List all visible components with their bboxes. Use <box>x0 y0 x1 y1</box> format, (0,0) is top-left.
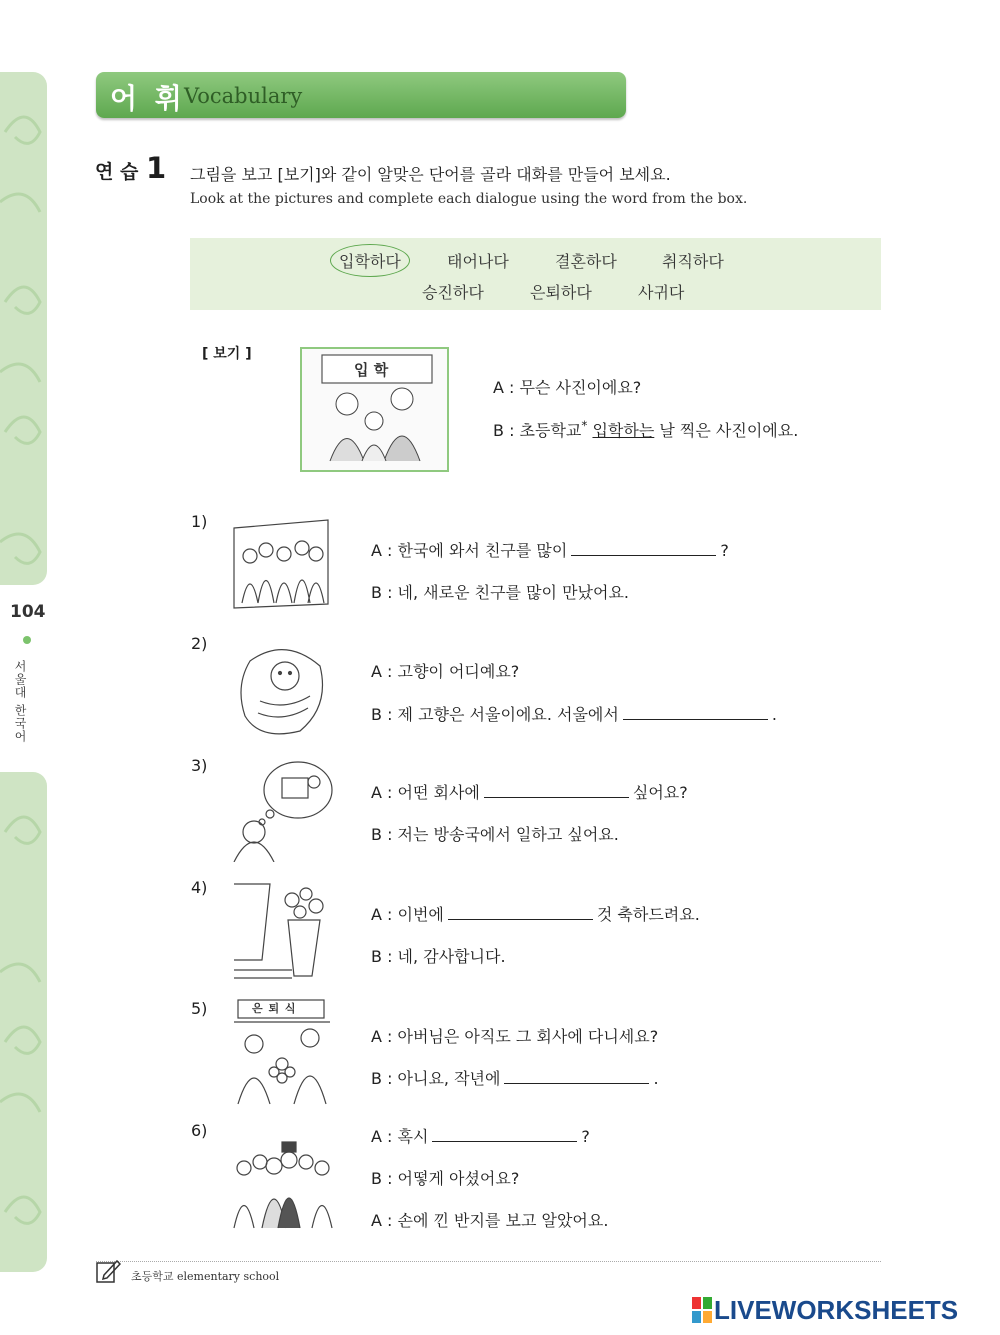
line-text: . <box>771 705 777 724</box>
retirement-sign-text: 은 퇴 식 <box>252 1002 297 1015</box>
retirement-ceremony-illustration <box>232 998 332 1106</box>
line-text: A : 고향이 어디예요? <box>371 662 520 681</box>
newborn-baby-illustration <box>240 641 325 736</box>
word-item: 취직하다 <box>662 252 724 271</box>
line-text: A : 아버님은 아직도 그 회사에 다니세요? <box>371 1027 659 1046</box>
word-item: 사귀다 <box>638 283 685 302</box>
line-text: B : 아니요, 작년에 <box>371 1069 501 1088</box>
wedding-couple-illustration <box>232 1140 334 1230</box>
word-item: 결혼하다 <box>555 252 617 271</box>
line-text: ? <box>581 1127 590 1146</box>
section-banner <box>96 72 626 118</box>
question-2-line-a <box>371 659 519 682</box>
line-text: B : 저는 방송국에서 일하고 싶어요. <box>371 825 619 844</box>
line-text: B : 네, 새로운 친구를 많이 만났어요. <box>371 583 629 602</box>
line-text: 것 축하드려요. <box>596 905 700 924</box>
pencil-note-icon <box>95 1258 121 1288</box>
question-4-line-b <box>371 944 506 967</box>
example-line-b <box>493 418 798 441</box>
answer-blank[interactable] <box>432 1127 577 1142</box>
flowers-on-desk-illustration <box>232 880 332 984</box>
instruction-ko: 그림을 보고 [보기]와 같이 알맞은 단어를 골라 대화를 만들어 보세요. <box>190 165 671 184</box>
answer-blank[interactable] <box>504 1069 649 1084</box>
question-4-line-a <box>371 902 700 925</box>
line-text: A : 어떤 회사에 <box>371 783 480 802</box>
answer-blank[interactable] <box>448 905 593 920</box>
liveworksheets-logo <box>692 1295 958 1326</box>
word-item: 입학하다 <box>330 244 410 277</box>
line-text: B : 제 고향은 서울이에요. 서울에서 <box>371 705 619 724</box>
question-6-line-a <box>371 1124 590 1147</box>
line-text: 싶어요? <box>632 783 688 802</box>
word-item: 태어나다 <box>447 252 509 271</box>
example-illustration <box>300 347 449 472</box>
question-6-line-c <box>371 1208 608 1231</box>
logo-mark-icon <box>692 1297 712 1323</box>
answer-blank[interactable] <box>484 783 629 798</box>
page-number: 104 <box>10 602 46 622</box>
word-box <box>190 238 881 310</box>
thinking-about-job-illustration <box>232 760 334 862</box>
question-1-line-b <box>371 580 629 603</box>
question-3-line-a <box>371 780 688 803</box>
example-sign-text: 입 학 <box>354 361 389 379</box>
asterisk-mark: * <box>581 418 588 433</box>
banner-title-ko: 어 휘 <box>110 82 186 115</box>
example-line-a: A : 무슨 사진이에요? <box>493 378 642 397</box>
question-number: 3) <box>191 756 208 775</box>
question-3-line-b <box>371 822 619 845</box>
question-number: 5) <box>191 999 208 1018</box>
question-5-line-a <box>371 1024 658 1047</box>
answer-blank[interactable] <box>623 705 768 720</box>
answer-blank[interactable] <box>571 541 716 556</box>
line-text: B : 네, 감사합니다. <box>371 947 506 966</box>
decorative-side-band <box>0 72 47 585</box>
logo-text: LIVEWORKSHEETS <box>714 1295 959 1325</box>
example-answer: 입학하는 <box>592 421 655 440</box>
line-text: ? <box>720 541 729 560</box>
book-title: 서울대 한국어 <box>13 660 27 743</box>
exercise-label: 연 습 <box>95 161 139 183</box>
word-item: 승진하다 <box>422 283 484 302</box>
line-text: A : 한국에 와서 친구를 많이 <box>371 541 568 560</box>
question-number: 2) <box>191 634 208 653</box>
question-6-line-b <box>371 1166 519 1189</box>
question-5-line-b <box>371 1066 659 1089</box>
footer-note: 초등학교 elementary school <box>131 1270 280 1283</box>
decorative-side-band-lower <box>0 772 47 1272</box>
side-dot-marker <box>23 636 31 644</box>
question-2-line-b <box>371 702 777 725</box>
line-text: A : 이번에 <box>371 905 444 924</box>
example-b-prefix: B : 초등학교 <box>493 421 582 440</box>
instruction-en: Look at the pictures and complete each dialogue using the word from the box. <box>190 191 748 207</box>
footer-divider <box>96 1261 881 1262</box>
banner-title-en: Vocabulary <box>184 84 303 108</box>
line-text: A : 혹시 <box>371 1127 429 1146</box>
question-number: 6) <box>191 1121 208 1140</box>
word-item: 은퇴하다 <box>530 283 592 302</box>
line-text: B : 어떻게 아셨어요? <box>371 1169 520 1188</box>
friends-group-illustration <box>232 518 330 610</box>
question-number: 4) <box>191 878 208 897</box>
example-label: [ 보기 ] <box>202 346 252 362</box>
exercise-number: 1 <box>146 151 167 185</box>
line-text: . <box>653 1069 659 1088</box>
question-number: 1) <box>191 512 208 531</box>
question-1-line-a <box>371 538 729 561</box>
line-text: A : 손에 낀 반지를 보고 알았어요. <box>371 1211 609 1230</box>
example-b-suffix: 날 찍은 사진이에요. <box>659 421 799 440</box>
